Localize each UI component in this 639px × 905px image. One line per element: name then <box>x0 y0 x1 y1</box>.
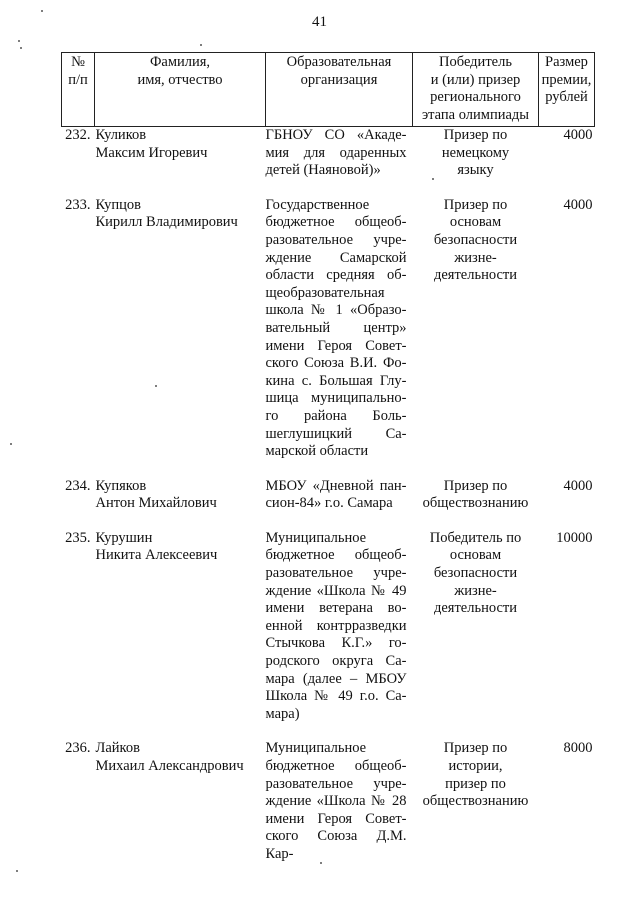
header-award: Победитель и (или) призер регионального этапа олимпиады <box>413 53 539 127</box>
row-award: Призер по обществознанию <box>422 477 529 512</box>
row-prize: 4000 <box>563 127 593 143</box>
row-organization: МБОУ «Дневной пан- сион-84» г.о. Самара <box>265 477 407 512</box>
scan-speck <box>18 40 20 42</box>
table-row <box>62 530 595 724</box>
row-organization: Муниципальное бюджетное общеоб- разовательное учре- ждение «Школа № 28 имени Героя Совет- ского Союза Д.М. Кар- <box>265 740 407 862</box>
scan-speck <box>16 870 18 872</box>
row-name: Лайков Михаил Александрович <box>95 740 244 774</box>
header-prize: Размер премии, рублей <box>539 53 595 127</box>
row-number: 232. <box>65 127 91 143</box>
row-name: Куликов Максим Игоревич <box>95 127 208 161</box>
table-row <box>62 740 595 863</box>
row-organization: Государственное бюджетное общеоб- разовательное учре- ждение Самарской области средняя об- щеобразовательная школа № 1 «Образо- вательный центр» имени Героя Совет- ского Союза В.И. Фо- кина с. Большая Глу- шица муниципально- го района Боль- шеглушицкий Са- марской области <box>265 196 407 460</box>
row-organization: ГБНОУ СО «Акаде- мия для одаренных детей (Наяновой)» <box>265 127 407 179</box>
row-award: Победитель по основам безопасности жизне- деятельности <box>429 529 522 617</box>
scan-speck <box>200 44 202 46</box>
table-row <box>62 127 595 180</box>
header-name: Фамилия, имя, отчество <box>95 53 266 127</box>
row-organization: Муниципальное бюджетное общеоб- разовательное учре- ждение «Школа № 49 имени ветерана во- енной контрразведки Стычкова К.Г.» го- родского округа Са- мара (далее – МБОУ Школа № 49 г.о. Са- мара) <box>265 529 407 722</box>
scan-speck <box>10 443 12 445</box>
header-organization: Образовательная организация <box>266 53 413 127</box>
row-prize: 8000 <box>563 740 593 757</box>
scan-speck <box>20 47 22 49</box>
row-number: 236. <box>65 740 91 757</box>
table-header-row <box>62 53 595 127</box>
row-name: Купяков Антон Михайлович <box>95 477 217 512</box>
page-number: 41 <box>312 14 327 30</box>
row-number: 233. <box>65 196 91 213</box>
row-number: 234. <box>65 477 91 494</box>
laureates-table <box>61 52 595 864</box>
table-row <box>62 478 595 513</box>
row-name: Курушин Никита Алексеевич <box>95 529 218 564</box>
row-award: Призер по немецкому языку <box>441 127 510 179</box>
row-prize: 4000 <box>563 477 593 494</box>
scan-speck <box>41 10 43 12</box>
table-row <box>62 197 595 461</box>
row-name: Купцов Кирилл Владимирович <box>95 196 238 231</box>
row-prize: 4000 <box>563 196 593 213</box>
row-number: 235. <box>65 529 91 546</box>
row-award: Призер по основам безопасности жизне- деятельности <box>433 196 518 284</box>
row-award: Призер по истории, призер по обществознанию <box>422 740 529 810</box>
header-number: № п/п <box>62 53 95 127</box>
row-prize: 10000 <box>556 529 593 546</box>
